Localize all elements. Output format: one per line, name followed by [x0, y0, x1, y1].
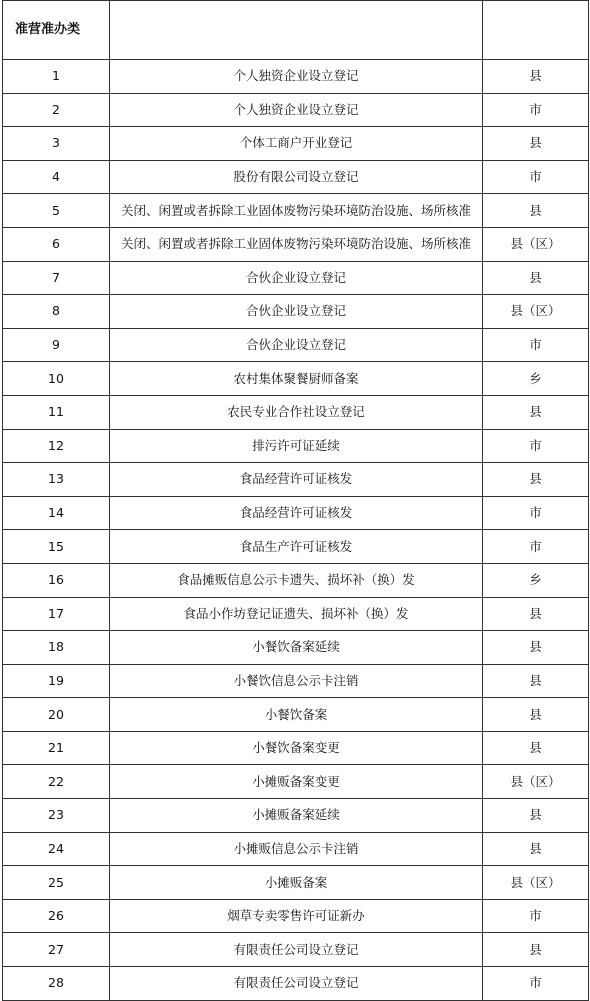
admin-level-cell: 乡 — [483, 362, 589, 396]
row-number-cell: 1 — [3, 60, 110, 94]
admin-level-cell: 市 — [483, 899, 589, 933]
admin-level-cell: 县 — [483, 597, 589, 631]
service-name-cell: 小餐饮信息公示卡注销 — [110, 664, 483, 698]
row-number-cell: 3 — [3, 127, 110, 161]
service-name-cell: 个人独资企业设立登记 — [110, 60, 483, 94]
service-name-cell: 合伙企业设立登记 — [110, 295, 483, 329]
row-number-cell: 20 — [3, 698, 110, 732]
table-row — [3, 328, 589, 362]
table-row — [3, 60, 589, 94]
header-row — [3, 1, 589, 60]
table-row — [3, 765, 589, 799]
services-table — [2, 0, 589, 1001]
service-name-cell: 小餐饮备案变更 — [110, 731, 483, 765]
row-number-cell: 26 — [3, 899, 110, 933]
service-name-cell: 农民专业合作社设立登记 — [110, 395, 483, 429]
table-row — [3, 395, 589, 429]
service-name-cell: 合伙企业设立登记 — [110, 261, 483, 295]
admin-level-cell: 县 — [483, 261, 589, 295]
table-row — [3, 261, 589, 295]
row-number-cell: 25 — [3, 866, 110, 900]
service-name-cell: 农村集体聚餐厨师备案 — [110, 362, 483, 396]
admin-level-cell: 县 — [483, 832, 589, 866]
row-number-cell: 23 — [3, 799, 110, 833]
row-number-cell: 12 — [3, 429, 110, 463]
service-name-cell: 食品经营许可证核发 — [110, 496, 483, 530]
admin-level-cell: 县（区） — [483, 866, 589, 900]
table-row — [3, 698, 589, 732]
service-name-cell: 有限责任公司设立登记 — [110, 933, 483, 967]
service-name-cell: 小餐饮备案延续 — [110, 631, 483, 665]
admin-level-cell: 县（区） — [483, 295, 589, 329]
service-name-cell: 小餐饮备案 — [110, 698, 483, 732]
admin-level-cell: 县 — [483, 664, 589, 698]
row-number-cell: 18 — [3, 631, 110, 665]
admin-level-cell: 县 — [483, 631, 589, 665]
admin-level-cell: 县（区） — [483, 227, 589, 261]
row-number-cell: 14 — [3, 496, 110, 530]
row-number-cell: 6 — [3, 227, 110, 261]
row-number-cell: 21 — [3, 731, 110, 765]
table-row — [3, 563, 589, 597]
admin-level-cell: 县 — [483, 395, 589, 429]
table-row — [3, 933, 589, 967]
service-name-cell: 个体工商户开业登记 — [110, 127, 483, 161]
admin-level-cell: 县 — [483, 463, 589, 497]
service-name-cell: 小摊贩备案延续 — [110, 799, 483, 833]
table-row — [3, 463, 589, 497]
row-number-cell: 8 — [3, 295, 110, 329]
table-row — [3, 194, 589, 228]
table-body — [3, 1, 589, 1001]
service-name-cell: 合伙企业设立登记 — [110, 328, 483, 362]
table-row — [3, 866, 589, 900]
table-row — [3, 160, 589, 194]
table-row — [3, 597, 589, 631]
admin-level-cell: 县 — [483, 60, 589, 94]
admin-level-cell: 县 — [483, 933, 589, 967]
table-row — [3, 832, 589, 866]
admin-level-cell: 县 — [483, 799, 589, 833]
admin-level-cell: 县（区） — [483, 765, 589, 799]
table-row — [3, 664, 589, 698]
admin-level-cell: 县 — [483, 194, 589, 228]
service-name-cell: 食品生产许可证核发 — [110, 530, 483, 564]
row-number-cell: 4 — [3, 160, 110, 194]
admin-level-cell: 市 — [483, 967, 589, 1001]
service-name-cell: 小摊贩备案变更 — [110, 765, 483, 799]
admin-level-cell: 市 — [483, 496, 589, 530]
row-number-cell: 19 — [3, 664, 110, 698]
row-number-cell: 22 — [3, 765, 110, 799]
service-name-cell: 小摊贩备案 — [110, 866, 483, 900]
category-header: 准营准办类 — [3, 1, 110, 60]
row-number-cell: 15 — [3, 530, 110, 564]
admin-level-cell: 市 — [483, 160, 589, 194]
table-row — [3, 362, 589, 396]
row-number-cell: 9 — [3, 328, 110, 362]
service-name-cell: 小摊贩信息公示卡注销 — [110, 832, 483, 866]
row-number-cell: 27 — [3, 933, 110, 967]
admin-level-cell: 县 — [483, 731, 589, 765]
service-name-cell: 排污许可证延续 — [110, 429, 483, 463]
table-row — [3, 227, 589, 261]
table-row — [3, 899, 589, 933]
row-number-cell: 24 — [3, 832, 110, 866]
admin-level-cell: 市 — [483, 530, 589, 564]
row-number-cell: 13 — [3, 463, 110, 497]
service-name-cell: 食品经营许可证核发 — [110, 463, 483, 497]
header-cell-name — [110, 1, 483, 60]
table-row — [3, 530, 589, 564]
service-name-cell: 食品摊贩信息公示卡遗失、损坏补（换）发 — [110, 563, 483, 597]
row-number-cell: 16 — [3, 563, 110, 597]
admin-level-cell: 市 — [483, 93, 589, 127]
service-name-cell: 关闭、闲置或者拆除工业固体废物污染环境防治设施、场所核准 — [110, 194, 483, 228]
table-row — [3, 127, 589, 161]
header-cell-level — [483, 1, 589, 60]
service-name-cell: 食品小作坊登记证遗失、损坏补（换）发 — [110, 597, 483, 631]
table-row — [3, 799, 589, 833]
table-row — [3, 295, 589, 329]
admin-level-cell: 市 — [483, 328, 589, 362]
service-name-cell: 烟草专卖零售许可证新办 — [110, 899, 483, 933]
admin-level-cell: 县 — [483, 127, 589, 161]
service-name-cell: 股份有限公司设立登记 — [110, 160, 483, 194]
row-number-cell: 2 — [3, 93, 110, 127]
service-name-cell: 个人独资企业设立登记 — [110, 93, 483, 127]
table-row — [3, 967, 589, 1001]
admin-level-cell: 乡 — [483, 563, 589, 597]
table-row — [3, 429, 589, 463]
service-name-cell: 有限责任公司设立登记 — [110, 967, 483, 1001]
table-row — [3, 496, 589, 530]
row-number-cell: 10 — [3, 362, 110, 396]
row-number-cell: 11 — [3, 395, 110, 429]
service-name-cell: 关闭、闲置或者拆除工业固体废物污染环境防治设施、场所核准 — [110, 227, 483, 261]
row-number-cell: 5 — [3, 194, 110, 228]
table-row — [3, 93, 589, 127]
admin-level-cell: 县 — [483, 698, 589, 732]
admin-level-cell: 市 — [483, 429, 589, 463]
table-row — [3, 731, 589, 765]
row-number-cell: 28 — [3, 967, 110, 1001]
row-number-cell: 7 — [3, 261, 110, 295]
table-row — [3, 631, 589, 665]
row-number-cell: 17 — [3, 597, 110, 631]
